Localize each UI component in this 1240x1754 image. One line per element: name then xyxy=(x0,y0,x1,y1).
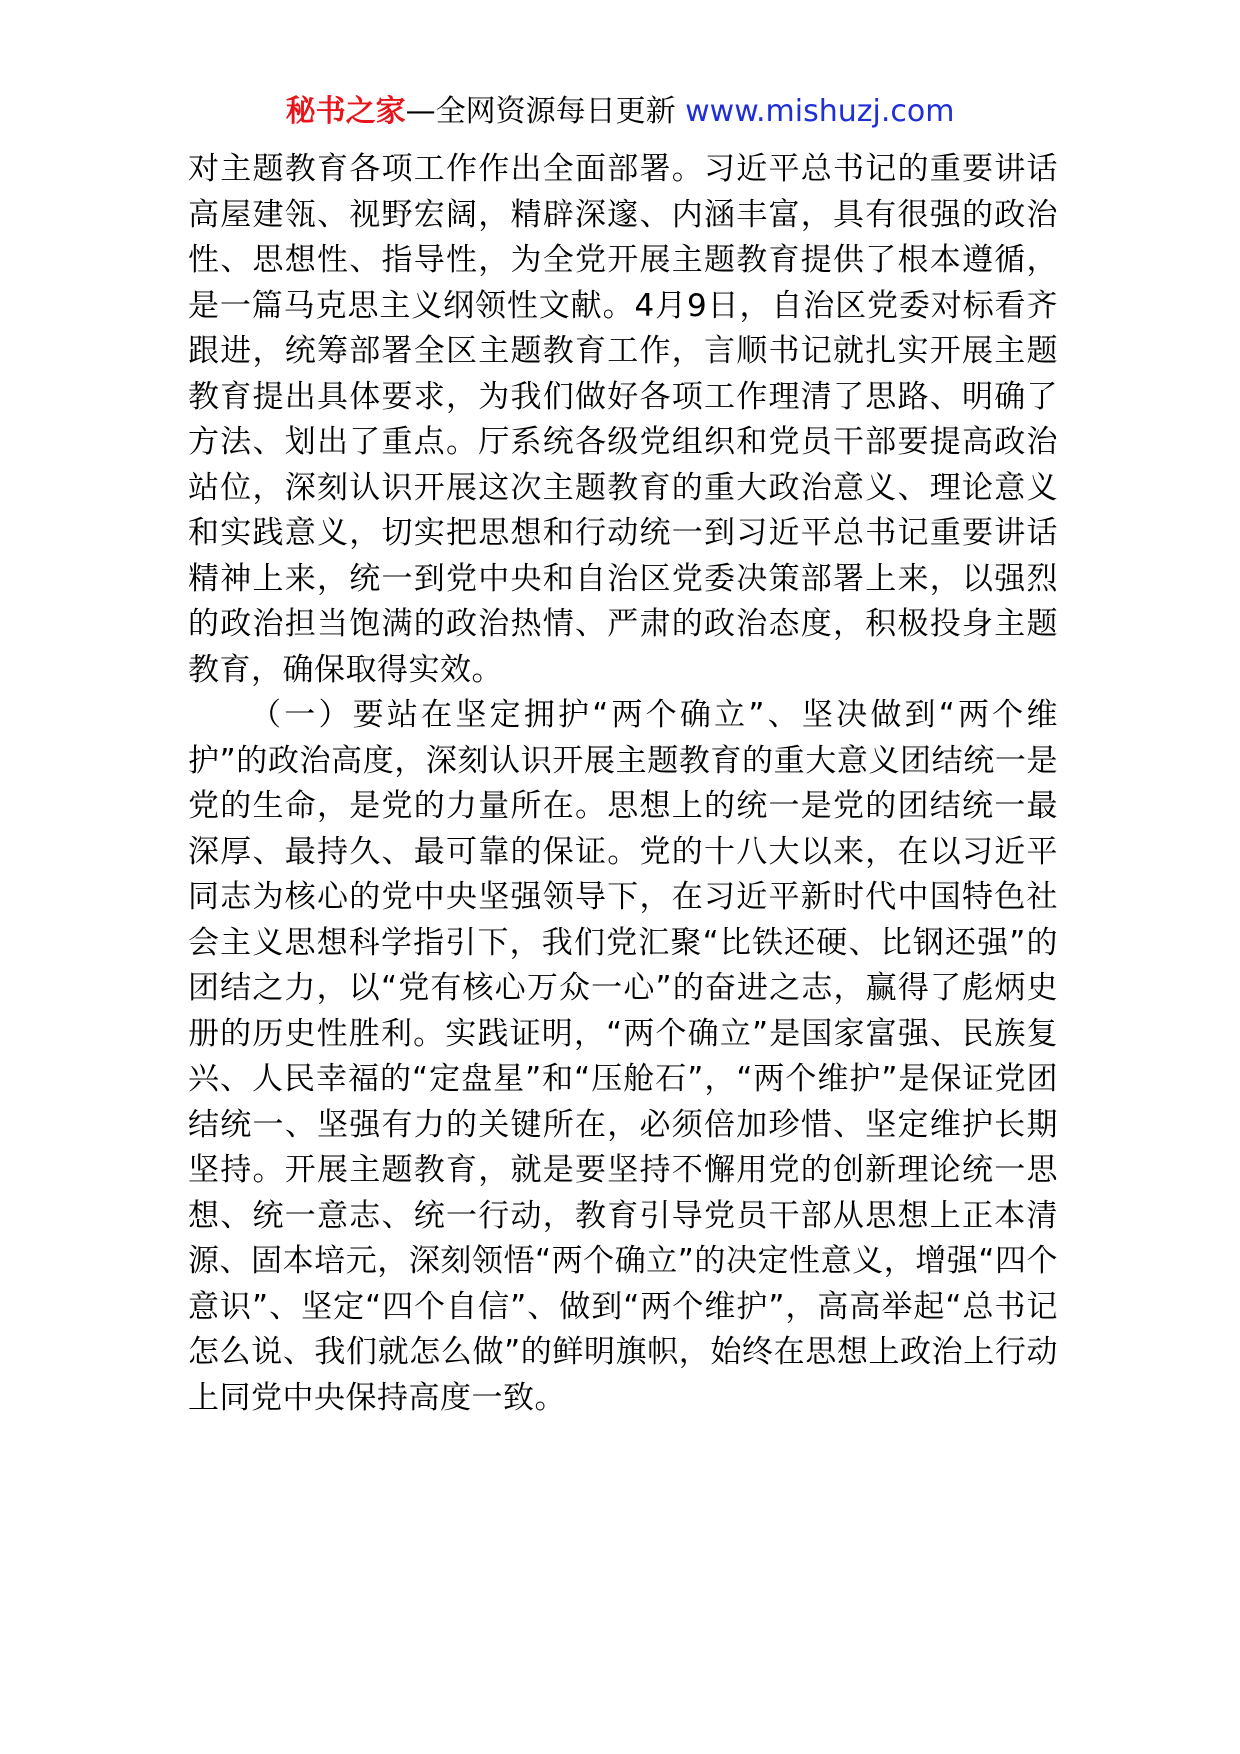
document-body xyxy=(188,147,1058,1421)
site-header xyxy=(0,92,1240,132)
body-paragraph-2: （一）要站在坚定拥护“两个确立”、坚决做到“两个维护”的政治高度，深刻认识开展主题教育的重大意义团结统一是党的生命，是党的力量所在。思想上的统一是党的团结统一最深厚、最持久、最可靠的保证。党的十八大以来，在以习近平同志为核心的党中央坚强领导下，在习近平新时代中国特色社会主义思想科学指引下，我们党汇聚“比铁还硬、比钢还强”的团结之力，以“党有核心万众一心”的奋进之志，赢得了彪炳史册的历史性胜利。实践证明，“两个确立”是国家富强、民族复兴、人民幸福的“定盘星”和“压舱石”，“两个维护”是保证党团结统一、坚强有力的关键所在，必须倍加珍惜、坚定维护长期坚持。开展主题教育，就是要坚持不懈用党的创新理论统一思想、统一意志、统一行动，教育引导党员干部从思想上正本清源、固本培元，深刻领悟“两个确立”的决定性意义，增强“四个意识”、坚定“四个自信”、做到“两个维护”，高高举起“总书记怎么说、我们就怎么做”的鲜明旗帜，始终在思想上政治上行动上同党中央保持高度一致。 xyxy=(188,697,1058,1416)
body-paragraph-1: 对主题教育各项工作作出全面部署。习近平总书记的重要讲话高屋建瓴、视野宏阔，精辟深邃、内涵丰富，具有很强的政治性、思想性、指导性，为全党开展主题教育提供了根本遵循，是一篇马克思主义纲领性文献。4月9日，自治区党委对标看齐跟进，统筹部署全区主题教育工作，言顺书记就扎实开展主题教育提出具体要求，为我们做好各项工作理清了思路、明确了方法、划出了重点。厅系统各级党组织和党员干部要提高政治站位，深刻认识开展这次主题教育的重大政治意义、理论意义和实践意义，切实把思想和行动统一到习近平总书记重要讲话精神上来，统一到党中央和自治区党委决策部署上来，以强烈的政治担当饱满的政治热情、严肃的政治态度，积极投身主题教育，确保取得实效。 xyxy=(188,151,1058,688)
brand-name: 秘书之家 xyxy=(285,94,406,129)
site-url-link[interactable]: www.mishuzj.com xyxy=(685,94,955,129)
header-tagline: —全网资源每日更新 xyxy=(405,94,686,129)
